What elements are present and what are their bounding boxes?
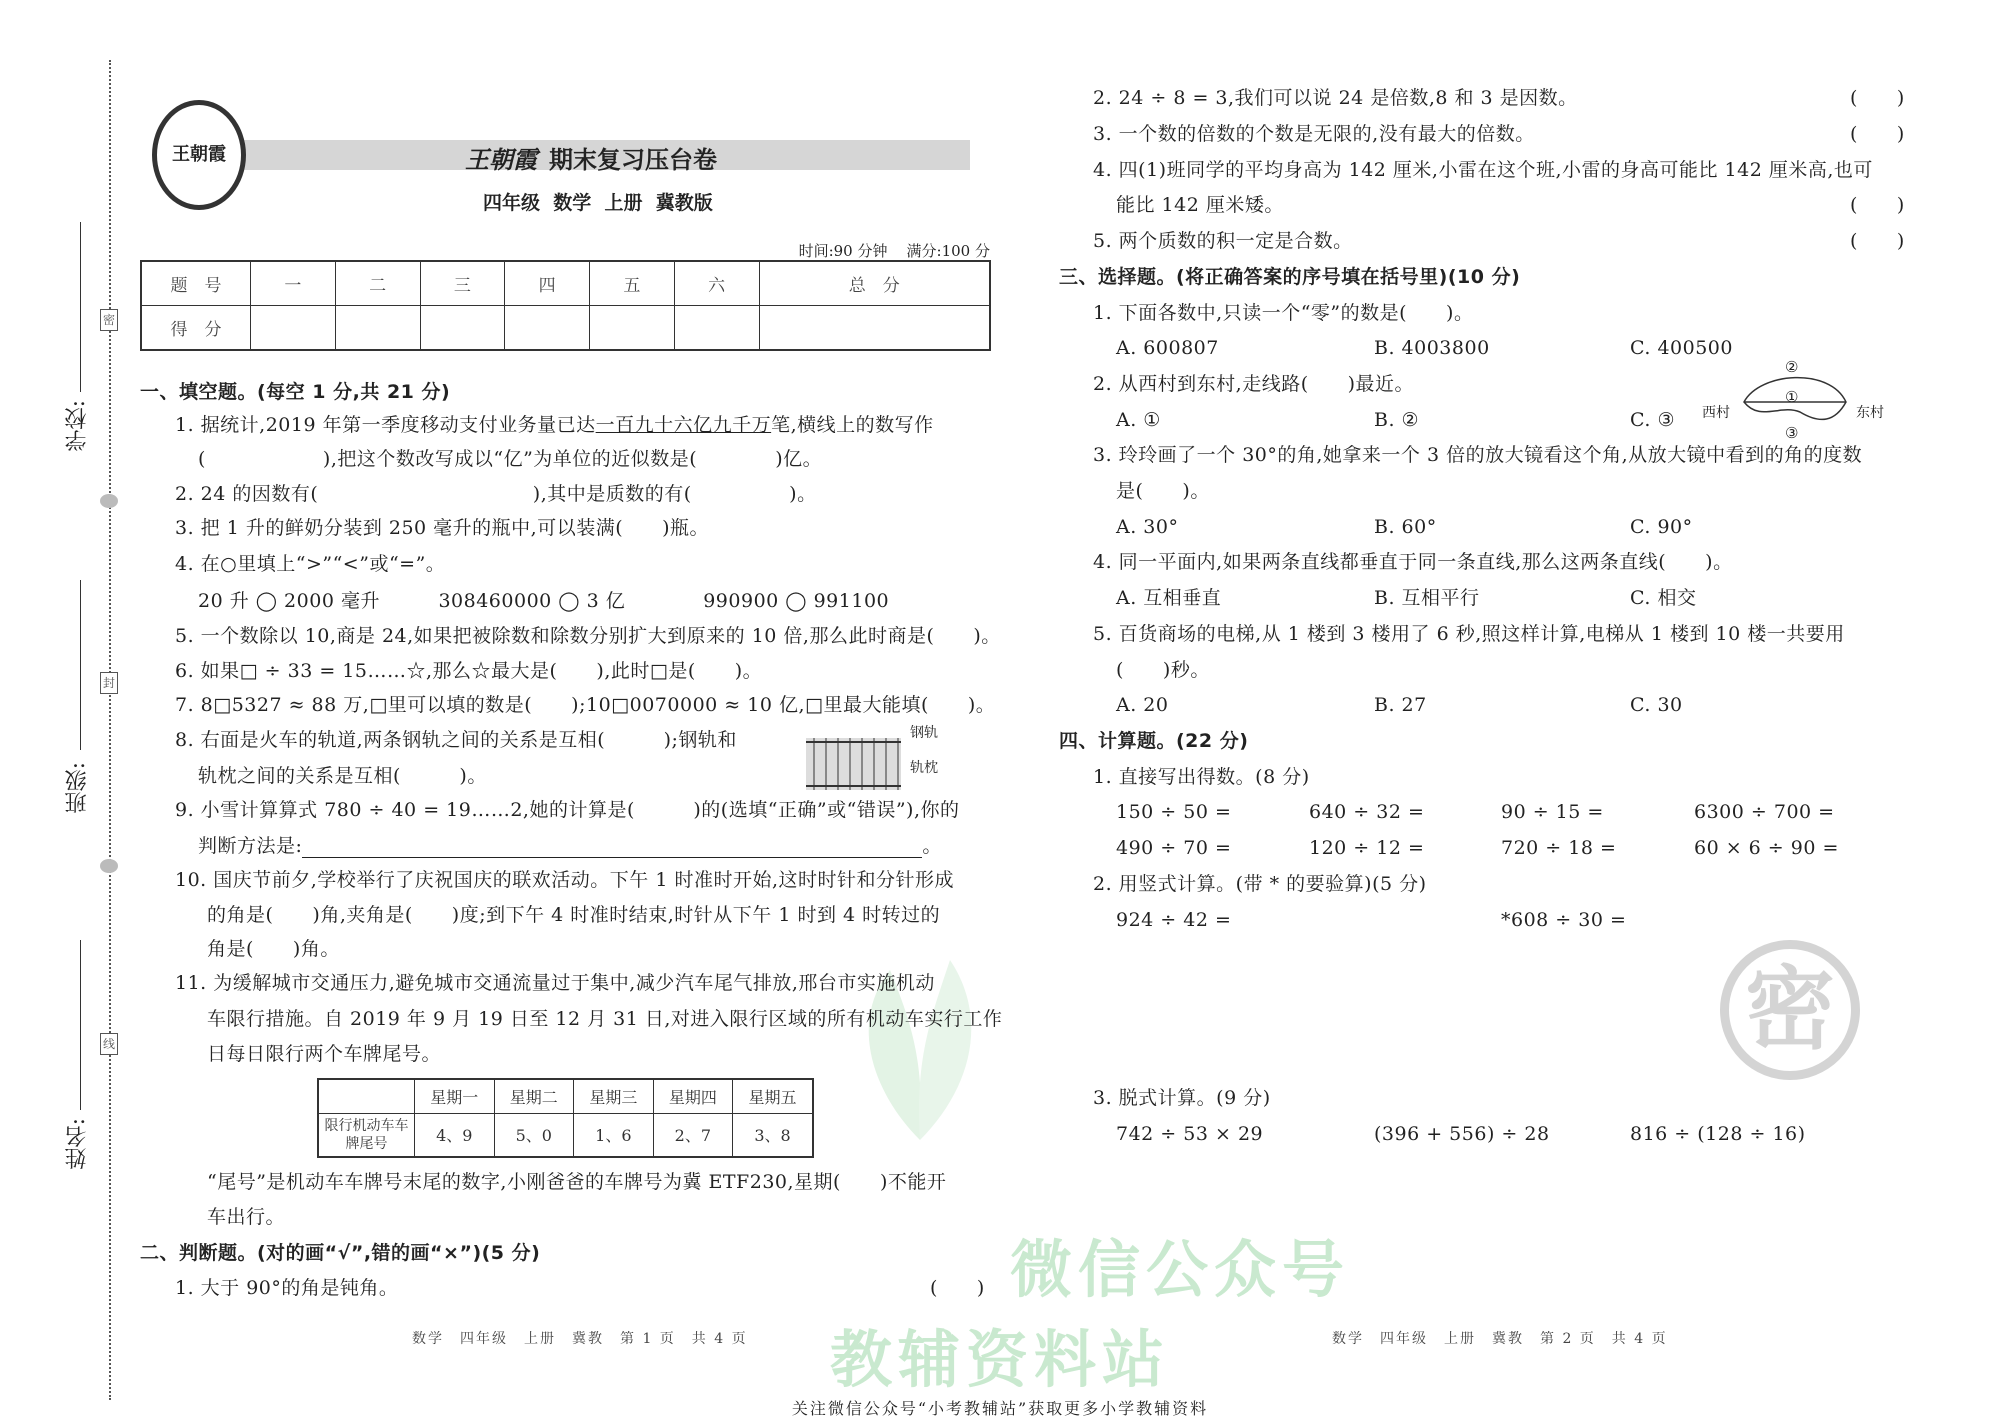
watermark-text-2: 教辅资料站	[830, 1323, 1171, 1396]
answer-paren[interactable]: ( )	[1850, 230, 1905, 252]
option[interactable]: B. 互相平行	[1374, 587, 1480, 609]
seal-label: 线	[100, 1033, 118, 1055]
plate-cell: 星期三	[574, 1079, 654, 1113]
option[interactable]: C. 400500	[1630, 337, 1733, 359]
text: 判断方法是:	[198, 835, 303, 857]
plate-cell: 星期二	[494, 1079, 574, 1113]
question-line: 7. 8□5327 ≈ 88 万,□里可以填的数是( );10□0070000 ≈ 10 亿,□里最大能填( )。	[175, 694, 996, 716]
binding-line	[109, 60, 111, 1400]
school-label: 学校:	[65, 400, 90, 452]
sleeper-label: 轨枕	[910, 760, 938, 776]
question-line: 2. 24 ÷ 8 = 3,我们可以说 24 是倍数,8 和 3 是因数。	[1093, 87, 1578, 109]
calc-item: 924 ÷ 42 =	[1116, 909, 1232, 931]
rail-label: 钢轨	[910, 725, 938, 741]
calc-item: 120 ÷ 12 =	[1309, 837, 1425, 859]
score-input[interactable]	[335, 306, 420, 351]
question-line: 1. 大于 90°的角是钝角。	[175, 1277, 399, 1299]
section-heading: 三、选择题。(将正确答案的序号填在括号里)(10 分)	[1059, 266, 1521, 288]
time-score: 时间:90 分钟 满分:100 分	[798, 242, 990, 260]
plate-cell: 4、9	[415, 1113, 495, 1157]
score-table	[140, 260, 991, 351]
question-line: 轨枕之间的关系是互相( )。	[198, 765, 487, 787]
question-line: “尾号”是机动车车牌号末尾的数字,小刚爸爸的车牌号为冀 ETF230,星期( )不能开	[207, 1171, 947, 1193]
question-line: 8. 右面是火车的轨道,两条钢轨之间的关系是互相( );钢轨和	[175, 729, 737, 751]
calc-item: (396 + 556) ÷ 28	[1374, 1123, 1550, 1145]
binding-hole	[100, 494, 118, 508]
question-line: 10. 国庆节前夕,学校举行了庆祝国庆的联欢活动。下午 1 时准时开始,这时时针和分针形成	[175, 869, 955, 891]
question-line: 5. 百货商场的电梯,从 1 楼到 3 楼用了 6 秒,照这样计算,电梯从 1 楼到 10 楼一共要用	[1093, 623, 1845, 645]
calc-item: 90 ÷ 15 =	[1501, 801, 1604, 823]
answer-paren[interactable]: ( )	[1850, 123, 1905, 145]
option[interactable]: A. 互相垂直	[1116, 587, 1222, 609]
question-line: 车限行措施。自 2019 年 9 月 19 日至 12 月 31 日,对进入限行区域的所有机动车实行工作	[207, 1008, 1003, 1030]
brand-logo: 王朝霞	[152, 100, 246, 210]
answer-blank[interactable]	[302, 839, 922, 858]
section-heading: 一、填空题。(每空 1 分,共 21 分)	[140, 381, 451, 403]
option[interactable]: C. 30	[1630, 694, 1683, 716]
calc-item: 720 ÷ 18 =	[1501, 837, 1617, 859]
score-cell: 二	[335, 261, 420, 306]
name-label: 姓名:	[65, 1118, 90, 1170]
question-line: 3. 脱式计算。(9 分)	[1093, 1087, 1271, 1109]
question-line: 日每日限行两个车牌尾号。	[207, 1043, 442, 1065]
question-line: 2. 从西村到东村,走线路( )最近。	[1093, 373, 1415, 395]
question-line: 能比 142 厘米矮。	[1116, 194, 1284, 216]
route-label: ①	[1785, 388, 1799, 406]
score-input[interactable]	[674, 306, 759, 351]
route-label: ②	[1785, 358, 1799, 376]
option[interactable]: C. ③	[1630, 409, 1675, 431]
calc-item: 742 ÷ 53 × 29	[1116, 1123, 1264, 1145]
underlined-number: 一百九十六亿九千万	[595, 414, 772, 436]
score-cell: 得 分	[141, 306, 251, 351]
title-text: 期末复习压台卷	[549, 146, 717, 174]
calc-item: 816 ÷ (128 ÷ 16)	[1630, 1123, 1806, 1145]
option[interactable]: C. 90°	[1630, 516, 1693, 538]
question-line: 4. 四(1)班同学的平均身高为 142 厘米,小雷在这个班,小雷的身高可能比 142 厘米高,也可	[1093, 159, 1873, 181]
watermark-text-1: 微信公众号	[1010, 1233, 1351, 1306]
class-field	[80, 580, 81, 750]
plate-restriction-table	[317, 1078, 814, 1158]
score-cell: 五	[590, 261, 675, 306]
option[interactable]: B. 4003800	[1374, 337, 1490, 359]
watermark-leaf	[830, 930, 1010, 1150]
option[interactable]: A. 600807	[1116, 337, 1219, 359]
question-line: 3. 玲玲画了一个 30°的角,她拿来一个 3 倍的放大镜看这个角,从放大镜中看到的角的度数	[1093, 444, 1863, 466]
question-line: 3. 一个数的倍数的个数是无限的,没有最大的倍数。	[1093, 123, 1535, 145]
calc-item: 6300 ÷ 700 =	[1694, 801, 1835, 823]
question-line: 4. 在○里填上“>”“<”或“=”。	[175, 553, 446, 575]
page-footer-left: 数学 四年级 上册 冀教 第 1 页 共 4 页	[412, 1331, 748, 1347]
question-line: 9. 小雪计算算式 780 ÷ 40 = 19……2,她的计算是( )的(选填“正确”或“错误”),你的	[175, 799, 960, 821]
text: 1. 据统计,2019 年第一季度移动支付业务量已达	[175, 414, 596, 436]
answer-paren[interactable]: ( )	[1850, 194, 1905, 216]
question-line: 5. 一个数除以 10,商是 24,如果把被除数和除数分别扩大到原来的 10 倍,那么此时商是( )。	[175, 625, 1001, 647]
question-line: 2. 用竖式计算。(带 * 的要验算)(5 分)	[1093, 873, 1427, 895]
question-line: 2. 24 的因数有( ),其中是质数的有( )。	[175, 483, 817, 505]
page-footer-right: 数学 四年级 上册 冀教 第 2 页 共 4 页	[1332, 1331, 1668, 1347]
option[interactable]: A. 30°	[1116, 516, 1179, 538]
question-line: 5. 两个质数的积一定是合数。	[1093, 230, 1353, 252]
score-input[interactable]	[759, 306, 990, 351]
east-village-label: 东村	[1856, 405, 1884, 421]
west-village-label: 西村	[1702, 405, 1730, 421]
question-line: ( ),把这个数改写成以“亿”为单位的近似数是( )亿。	[198, 448, 823, 470]
brand-name: 王朝霞	[465, 146, 537, 174]
plate-cell: 5、0	[494, 1113, 574, 1157]
calc-item: 60 × 6 ÷ 90 =	[1694, 837, 1839, 859]
question-line: 是( )。	[1116, 480, 1210, 502]
question-line: 3. 把 1 升的鲜奶分装到 250 毫升的瓶中,可以装满( )瓶。	[175, 517, 710, 539]
section-heading: 四、计算题。(22 分)	[1059, 730, 1249, 752]
question-line: 1. 直接写出得数。(8 分)	[1093, 766, 1310, 788]
plate-cell: 限行机动车车牌尾号	[318, 1113, 415, 1157]
question-line: ( )秒。	[1116, 659, 1210, 681]
school-field	[80, 222, 81, 392]
plate-cell: 1、6	[574, 1113, 654, 1157]
score-input[interactable]	[251, 306, 336, 351]
calc-item: 150 ÷ 50 =	[1116, 801, 1232, 823]
plate-cell: 3、8	[733, 1113, 813, 1157]
text: 笔,横线上的数写作	[771, 414, 934, 436]
question-line: 判断方法是: 。	[198, 835, 942, 857]
route-label: ③	[1785, 424, 1799, 442]
option[interactable]: B. 60°	[1374, 516, 1437, 538]
option[interactable]: C. 相交	[1630, 587, 1697, 609]
name-field	[80, 940, 81, 1110]
score-cell: 三	[420, 261, 505, 306]
option[interactable]: B. ②	[1374, 409, 1420, 431]
question-line: 6. 如果□ ÷ 33 = 15……☆,那么☆最大是( ),此时□是( )。	[175, 660, 763, 682]
exam-title	[465, 140, 717, 175]
score-cell: 四	[505, 261, 590, 306]
question-line: 4. 同一平面内,如果两条直线都垂直于同一条直线,那么这两条直线( )。	[1093, 551, 1733, 573]
score-input[interactable]	[505, 306, 590, 351]
score-input[interactable]	[590, 306, 675, 351]
secret-seal: 密	[1720, 940, 1860, 1080]
question-line: 20 升 ◯ 2000 毫升 308460000 ◯ 3 亿 990900 ◯ 991100	[198, 590, 890, 612]
plate-cell	[318, 1079, 415, 1113]
plate-cell: 星期五	[733, 1079, 813, 1113]
question-line: 的角是( )角,夹角是( )度;到下午 4 时准时结束,时针从下午 1 时到 4 时转过的	[207, 904, 941, 926]
question-line: 11. 为缓解城市交通压力,避免城市交通流量过于集中,减少汽车尾气排放,邢台市实施机动	[175, 972, 935, 994]
calc-item: 490 ÷ 70 =	[1116, 837, 1232, 859]
seal-label: 密	[100, 309, 118, 331]
score-input[interactable]	[420, 306, 505, 351]
option[interactable]: B. 27	[1374, 694, 1427, 716]
plate-cell: 星期四	[653, 1079, 733, 1113]
score-cell: 题 号	[141, 261, 251, 306]
answer-paren[interactable]: ( )	[1850, 87, 1905, 109]
option[interactable]: A. ①	[1116, 409, 1161, 431]
option[interactable]: A. 20	[1116, 694, 1169, 716]
subtitle: 四年级 数学 上册 冀教版	[483, 192, 713, 214]
score-cell: 六	[674, 261, 759, 306]
question-line	[175, 413, 934, 437]
class-label: 班级:	[65, 762, 90, 814]
calc-item: *608 ÷ 30 =	[1501, 909, 1627, 931]
score-cell: 一	[251, 261, 336, 306]
score-cell: 总 分	[759, 261, 990, 306]
plate-cell: 星期一	[415, 1079, 495, 1113]
binding-hole	[100, 859, 118, 873]
bottom-notice: 关注微信公众号“小考教辅站”获取更多小学教辅资料	[791, 1399, 1209, 1418]
plate-cell: 2、7	[653, 1113, 733, 1157]
seal-label: 封	[100, 672, 118, 694]
question-line: 角是( )角。	[207, 938, 340, 960]
railway-track-figure	[806, 738, 901, 790]
question-line: 车出行。	[207, 1206, 286, 1228]
question-line: 1. 下面各数中,只读一个“零”的数是( )。	[1093, 302, 1474, 324]
answer-paren[interactable]: ( )	[930, 1277, 985, 1299]
section-heading: 二、判断题。(对的画“√”,错的画“×”)(5 分)	[140, 1242, 541, 1264]
calc-item: 640 ÷ 32 =	[1309, 801, 1425, 823]
